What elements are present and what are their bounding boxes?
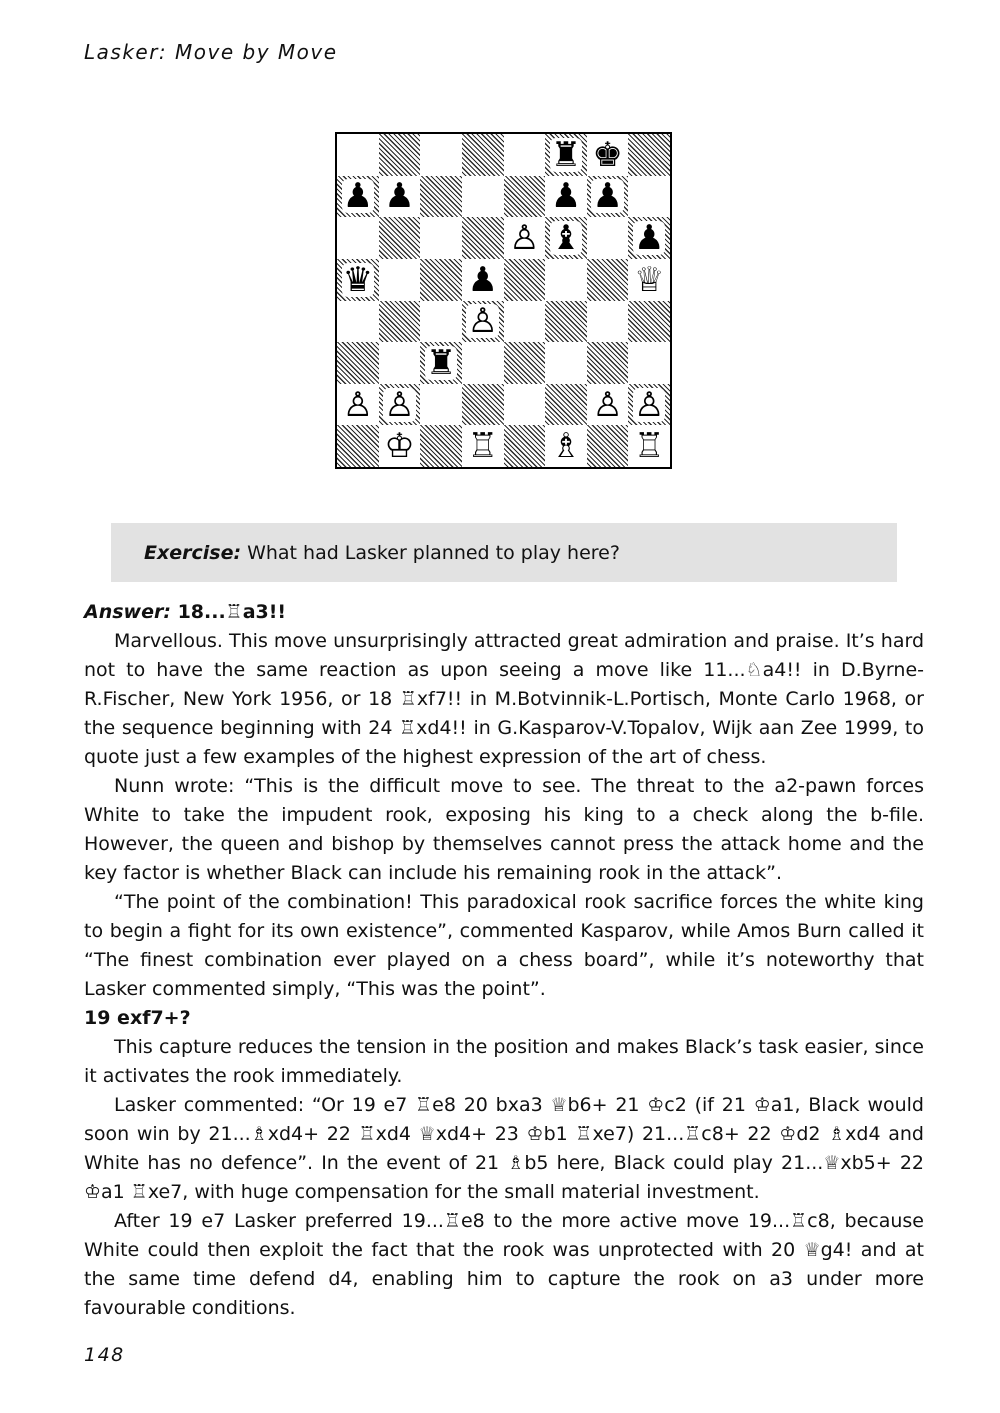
white-rook-icon: ♖: [467, 426, 498, 467]
square-d5: [462, 259, 504, 301]
square-d4: [462, 301, 504, 343]
move-heading: 19 exf7+?: [84, 1007, 191, 1029]
answer-heading: [84, 598, 924, 627]
white-king-icon: ♔: [384, 426, 415, 467]
black-pawn-icon: ♟: [550, 176, 582, 217]
square-c2: [420, 384, 462, 426]
square-a2: [337, 384, 379, 426]
white-pawn-icon: ♙: [342, 384, 374, 425]
square-h8: [628, 134, 670, 176]
square-e2: [504, 384, 546, 426]
square-h6: [628, 217, 670, 259]
square-d7: [462, 176, 504, 218]
square-e8: [504, 134, 546, 176]
square-f1: [545, 425, 587, 467]
black-pawn-icon: ♟: [633, 218, 665, 259]
square-d3: [462, 342, 504, 384]
exercise-question: What had Lasker planned to play here?: [247, 541, 620, 564]
chess-diagram: [335, 132, 672, 469]
square-c3: [420, 342, 462, 384]
square-h3: [628, 342, 670, 384]
square-a3: [337, 342, 379, 384]
white-pawn-icon: ♙: [467, 301, 498, 342]
square-c6: [420, 217, 462, 259]
square-h2: [628, 384, 670, 426]
square-g3: [587, 342, 629, 384]
paragraph: After 19 e7 Lasker preferred 19...♖e8 to the more active move 19...♖c8, because White could then exploit the fact that the rook was unprotected with 20 ♕g4! and at the same time defend d4, enabling him to capture the rook on a3 under more favourable conditions.: [84, 1210, 924, 1319]
paragraph: “The point of the combination! This paradoxical rook sacrifice forces the white king to begin a fight for its own existence”, commented Kasparov, while Amos Burn called it “The finest combination ever played on a chess board”, while it’s noteworthy that Lasker commented simply, “This was the point”.: [84, 891, 924, 1000]
square-g6: [587, 217, 629, 259]
square-f8: [545, 134, 587, 176]
answer-label: Answer:: [84, 601, 171, 623]
square-f5: [545, 259, 587, 301]
exercise-label: Exercise:: [144, 541, 242, 564]
black-king-icon: ♚: [592, 134, 623, 175]
square-b1: [379, 425, 421, 467]
square-c1: [420, 425, 462, 467]
square-e3: [504, 342, 546, 384]
square-e7: [504, 176, 546, 218]
square-g1: [587, 425, 629, 467]
square-b7: [379, 176, 421, 218]
square-e1: [504, 425, 546, 467]
square-a8: [337, 134, 379, 176]
running-head: Lasker: Move by Move: [84, 40, 338, 64]
square-e5: [504, 259, 546, 301]
square-b5: [379, 259, 421, 301]
square-f6: [545, 217, 587, 259]
square-a4: [337, 301, 379, 343]
white-queen-icon: ♕: [633, 259, 665, 300]
black-pawn-icon: ♟: [467, 259, 498, 300]
square-c5: [420, 259, 462, 301]
white-rook-icon: ♖: [633, 426, 665, 467]
white-pawn-icon: ♙: [633, 384, 665, 425]
black-bishop-icon: ♝: [550, 218, 582, 259]
paragraph: Lasker commented: “Or 19 e7 ♖e8 20 bxa3 ♕b6+ 21 ♔c2 (if 21 ♔a1, Black would soon win by 21...♗xd4+ 22 ♖xd4 ♕xd4+ 23 ♔b1 ♖xe7) 21...♖c8+ 22 ♔d2 ♗xd4 and White has no defence”. In the event of 21 ♗b5 here, Black could play 21...♕xb5+ 22 ♔a1 ♖xe7, with huge compensation for the small material investment.: [84, 1094, 924, 1203]
black-pawn-icon: ♟: [592, 176, 623, 217]
square-a6: [337, 217, 379, 259]
paragraph: Nunn wrote: “This is the difficult move to see. The threat to the a2-pawn forces White to take the impudent rook, exposing his king to a check along the b-file. However, the queen and bishop by themselves cannot press the attack home and the key factor is whether Black can include his remaining rook in the attack”.: [84, 775, 924, 884]
paragraph: This capture reduces the tension in the position and makes Black’s task easier, since it activates the rook immediately.: [84, 1036, 924, 1087]
black-pawn-icon: ♟: [342, 176, 374, 217]
white-pawn-icon: ♙: [509, 218, 540, 259]
square-f4: [545, 301, 587, 343]
square-h7: [628, 176, 670, 218]
black-pawn-icon: ♟: [384, 176, 415, 217]
square-g4: [587, 301, 629, 343]
black-rook-icon: ♜: [425, 342, 457, 383]
square-g2: [587, 384, 629, 426]
square-g8: [587, 134, 629, 176]
page-number: 148: [84, 1344, 125, 1366]
black-queen-icon: ♛: [342, 259, 374, 300]
square-d6: [462, 217, 504, 259]
square-c4: [420, 301, 462, 343]
square-a1: [337, 425, 379, 467]
white-pawn-icon: ♙: [592, 384, 623, 425]
square-f7: [545, 176, 587, 218]
square-b8: [379, 134, 421, 176]
square-e4: [504, 301, 546, 343]
square-f2: [545, 384, 587, 426]
answer-move: 18...♖a3!!: [177, 601, 287, 623]
square-e6: [504, 217, 546, 259]
square-g7: [587, 176, 629, 218]
square-g5: [587, 259, 629, 301]
square-h1: [628, 425, 670, 467]
answer-section: [84, 598, 924, 1323]
paragraph: Marvellous. This move unsurprisingly attracted great admiration and praise. It’s hard not to have the same reaction as upon seeing a move like 11...♘a4!! in D.Byrne-R.Fischer, New York 1956, or 18 ♖xf7!! in M.Botvinnik-L.Portisch, Monte Carlo 1968, or the sequence beginning with 24 ♖xd4!! in G.Kasparov-V.Topalov, Wijk aan Zee 1999, to quote just a few examples of the highest expression of the art of chess.: [84, 630, 924, 768]
white-pawn-icon: ♙: [384, 384, 415, 425]
square-h5: [628, 259, 670, 301]
exercise-box: [111, 523, 897, 582]
square-d2: [462, 384, 504, 426]
square-b2: [379, 384, 421, 426]
square-d8: [462, 134, 504, 176]
square-b6: [379, 217, 421, 259]
square-b3: [379, 342, 421, 384]
white-bishop-icon: ♗: [550, 426, 582, 467]
square-a5: [337, 259, 379, 301]
square-h4: [628, 301, 670, 343]
black-rook-icon: ♜: [550, 134, 582, 175]
square-b4: [379, 301, 421, 343]
square-a7: [337, 176, 379, 218]
square-f3: [545, 342, 587, 384]
square-c7: [420, 176, 462, 218]
square-c8: [420, 134, 462, 176]
square-d1: [462, 425, 504, 467]
